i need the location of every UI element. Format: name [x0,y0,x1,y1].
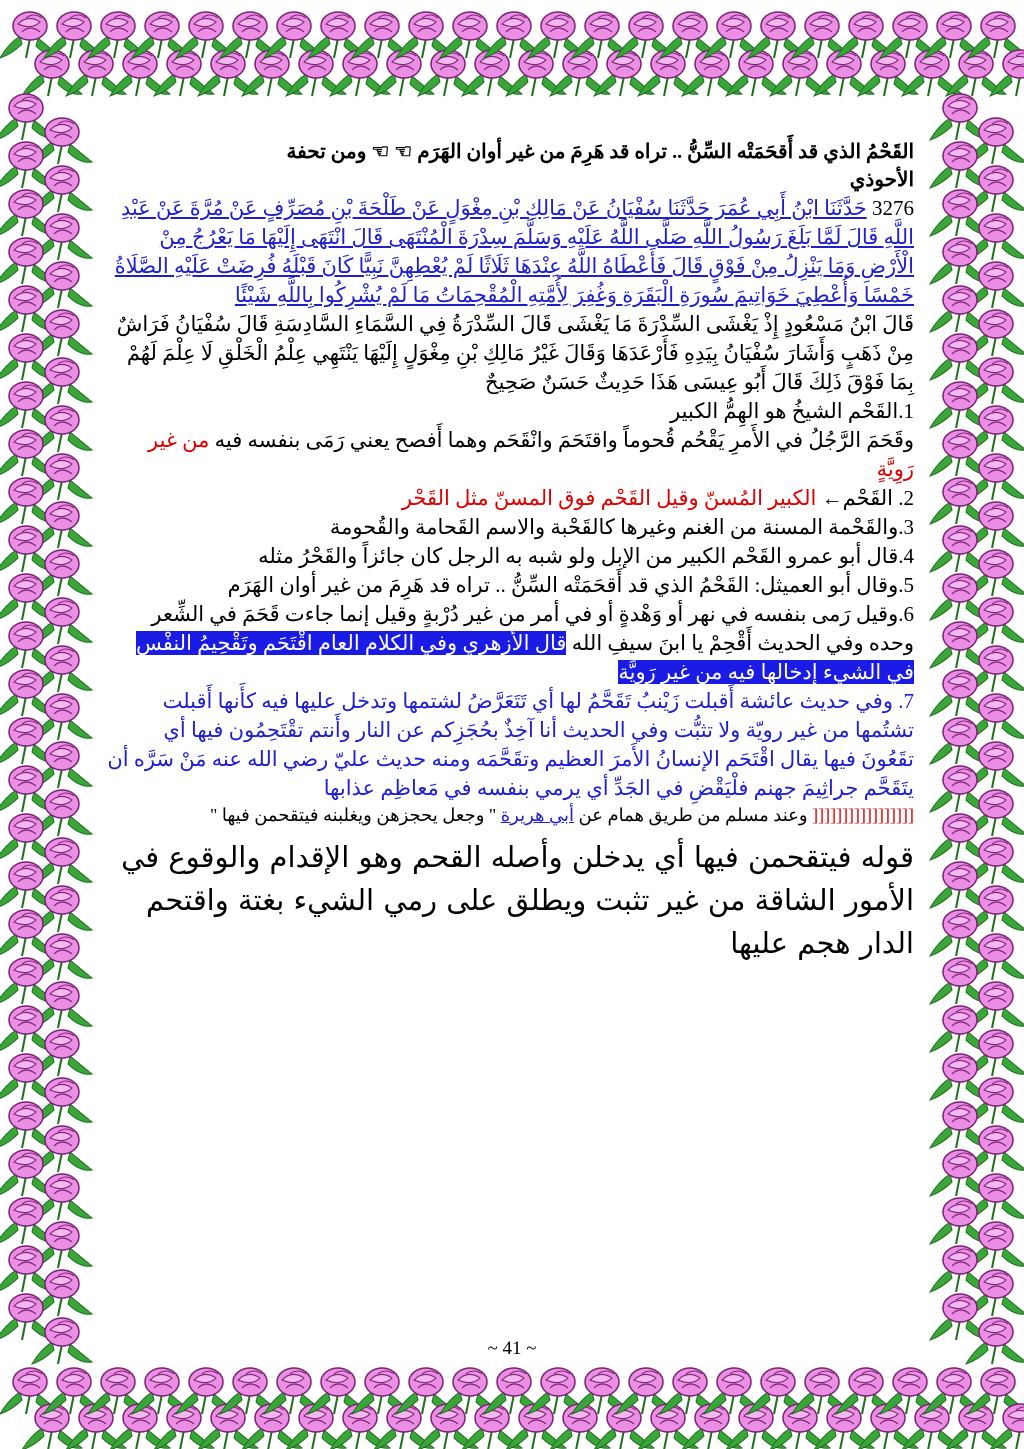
muslim-text-a: وعند مسلم من طريق همام عن [578,805,808,825]
item-1b-red-text: من غير رَوِيَّةٍ [148,428,914,481]
item-2 [106,484,914,513]
item-1b-text: وقَحَمَ الرَّجُلُ في الأَمرِ يَقْحُم قُحوماً واقتَحَمَ وانْقَحَم وهما أَفصح يعني رَمَى بنفسه فيه [214,428,914,452]
hadith-number: 3276 [872,196,914,220]
item-5-text: 5.وقال أبو العميثل: القَحْمُ الذي قد أَقحَمَتْه السِّنُّ .. تراه قد هَرِمَ من غير أوان الهَرَم [227,573,914,597]
final-text: قوله فيتقحمن فيها أي يدخلن وأصله القحم وهو الإقدام والوقوع في الأمور الشاقة من غير تثبت ويطلق على رمي الشيء بغتة واقتحم الدار هجم عليها [121,840,914,960]
item-2-num: 2. القَحْم← [821,486,914,510]
item-6 [106,600,914,687]
muslim-text-b: " وجعل يحجزهن ويغلبنه فيتقحمن فيها " [210,805,497,825]
commentary-text: قَالَ ابْنُ مَسْعُودٍ إِذْ يَغْشَى السِّدْرَةَ مَا يَغْشَى قَالَ السِّدْرَةُ فِي السَّمَاءِ السَّادِسَةِ قَالَ سُفْيَانُ فَرَاشٌ مِنْ ذَهَبٍ وَأَشَارَ سُفْيَانُ بِيَدِهِ فَأَرْعَدَهَا وَقَالَ غَيْرُ مَالِكِ بْنِ مِغْوَلٍ إِلَيْهَا يَنْتَهِي عِلْمُ الْخَلْقِ لَا عِلْمَ لَهُمْ بِمَا فَوْقَ ذَلِكَ قَالَ أَبُو عِيسَى هَذَا حَدِيثٌ حَسَنٌ صَحِيحٌ [116,312,914,394]
item-4 [106,542,914,571]
item-5 [106,571,914,600]
item-2-red-text: الكبير المُسنّ وقيل القَحْم فوق المسنّ مثل القَحْر [401,486,817,510]
item-3 [106,513,914,542]
item-1b [106,426,914,484]
item-1 [106,397,914,426]
page-content [106,138,914,965]
header-line-2 [106,166,914,194]
item-7-text: 7. وفي حديث عائشة أَقبلت زَيْنبُ تَقَحَّمُ لها أي تَتَعَرَّضُ لشتمها وتدخل عليها فيه كأَنها أَقبلت تشتُمها من غير رويّة ولا تثبُّت وفي الحديث أنا آخِذٌ بحُجَزِكم عن النار وأَنتم تقْتَحِمُون فيها أي تقَعُونَ فيها يقال اقْتَحَم الإنسانُ الأَمرَ العظيم وتقَحَّمَه ومنه حديث عليّ رضي الله عنه مَنْ سَرَّه أن يتَقَحَّم جراثِيمَ جهنم فلْيَقْضِ في الجَدِّ أي يرمي بنفسه في مَعاظِم عذابها [107,689,914,800]
header-text-2: الأحوذي [849,169,914,191]
hadith-paragraph [106,194,914,310]
header-text: القَحْمُ الذي قد أَقحَمَتْه السِّنُّ .. تراه قد هَرِمَ من غير أوان الهَرَم ☜ ☜ ومن تحفة [286,141,914,163]
muslim-line [106,803,914,828]
item-1-text: 1.القَحْم الشيخُ هو الهِمُّ الكبير [670,399,914,423]
item-7 [106,687,914,803]
bracket-marks: [[[[[[[[[[[[[[[[[ [812,805,914,825]
page-number: ~ 41 ~ [487,1338,537,1359]
item-6-text: 6.وقيل رَمى بنفسه في نهر أو وَهْدةٍ أو في أمر من غير دُرْبةٍ وقيل إنما جاءت قَحَمَ في الشِّعر وحده وفي الحديث أَقْحِمْ يا ابنَ سيفِ الله [151,602,914,655]
item-4-text: 4.قال أبو عمرو القَحْم الكبير من الإبل ولو شبه به الرجل كان جائزاً والقَحْرُ مثله [258,544,914,568]
item-6-highlighted-text: قال الأزهري وفي الكلام العام اقْتَحَم وتَقْحِيمُ النفْسِ في الشيء إدخالها فيه من غير رَوِيَّة [135,631,914,684]
abu-hurayra-link[interactable]: أبي هريرة [500,805,575,825]
header-line [106,138,914,166]
commentary-paragraph [106,310,914,397]
final-paragraph [106,836,914,965]
item-3-text: 3.والقَحْمة المسنة من الغنم وغيرها كالقَحْبة والاسم القَحامة والقُحومة [329,515,914,539]
hadith-text[interactable]: حَدَّثَنَا ابْنُ أَبِي عُمَرَ حَدَّثَنَا سُفْيَانُ عَنْ مَالِكِ بْنِ مِغْوَلٍ عَنْ طَلْحَةَ بْنِ مُصَرِّفٍ عَنْ مُرَّةَ عَنْ عَبْدِ اللَّهِ قَالَ لَمَّا بَلَغَ رَسُولُ اللَّهِ صَلَّى اللَّهُ عَلَيْهِ وَسَلَّمَ سِدْرَةَ الْمُنْتَهَى قَالَ انْتَهَى إِلَيْهَا مَا يَعْرُجُ مِنْ الْأَرْضِ وَمَا يَنْزِلُ مِنْ فَوْقٍ قَالَ فَأَعْطَاهُ اللَّهُ عِنْدَهَا ثَلَاثًا لَمْ يُعْطِهِنَّ نَبِيًّا كَانَ قَبْلَهُ فُرِضَتْ عَلَيْهِ الصَّلَاةُ خَمْسًا وَأُعْطِيَ خَوَاتِيمَ سُورَةِ الْبَقَرَةِ وَغُفِرَ لِأُمَّتِهِ الْمُقْحِمَاتُ مَا لَمْ يُشْرِكُوا بِاللَّهِ شَيْئًا [114,196,914,307]
